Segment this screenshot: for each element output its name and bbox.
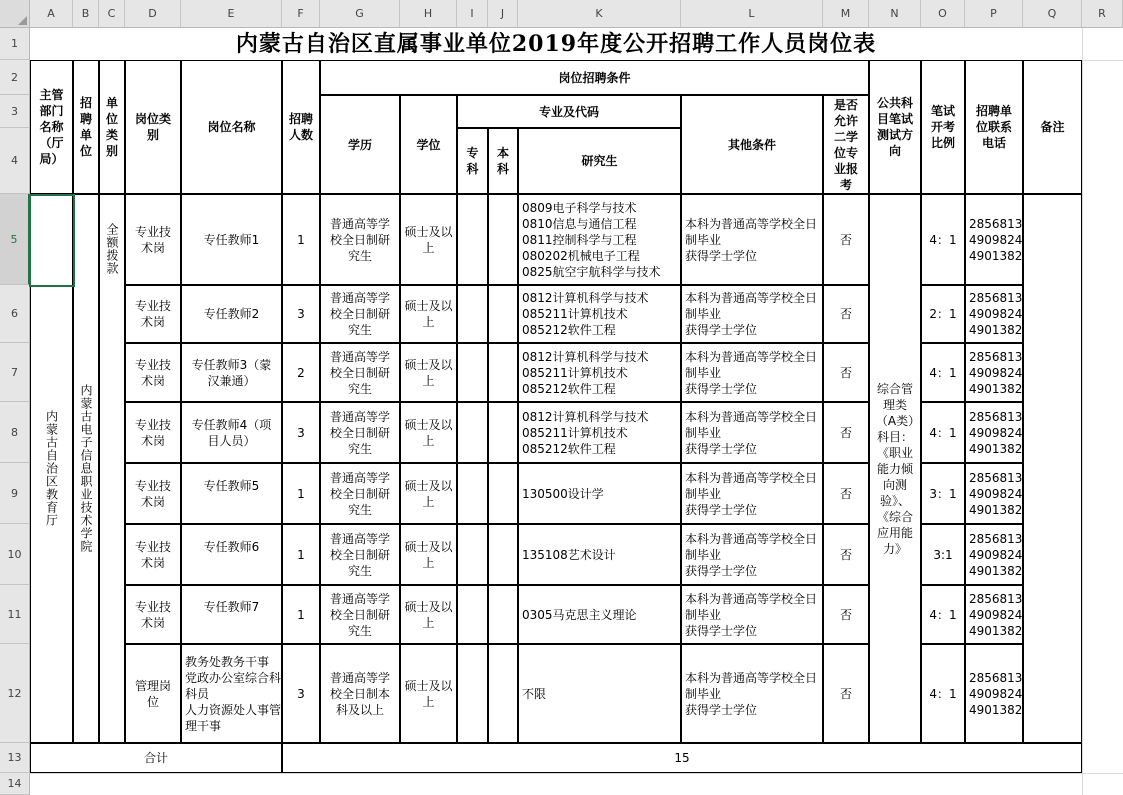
row6-count[interactable]: 1 — [282, 524, 320, 585]
row1-phone[interactable]: 2856813 4909824 4901382 — [965, 194, 1023, 285]
table-title[interactable]: 内蒙古自治区直属事业单位2019年度公开招聘工作人员岗位表 — [235, 31, 877, 57]
row8-second-degree[interactable]: 否 — [823, 644, 869, 743]
row-header-12[interactable]: 12 — [0, 644, 30, 743]
column-header-m[interactable]: M — [823, 0, 869, 28]
row8-phone[interactable]: 2856813 4909824 4901382 — [965, 644, 1023, 743]
row3-category[interactable]: 专业技术岗 — [125, 343, 181, 402]
unit-cell[interactable] — [73, 194, 99, 743]
column-header-p[interactable]: P — [965, 0, 1023, 28]
row8-count[interactable]: 3 — [282, 644, 320, 743]
row2-graduate-majors[interactable]: 0812计算机科学与技术 085211计算机技术 085212软件工程 — [518, 285, 681, 343]
row2-phone[interactable]: 2856813 4909824 4901382 — [965, 285, 1023, 343]
header-post-name[interactable]: 岗位名称 — [181, 60, 282, 194]
row1-education[interactable]: 普通高等学校全日制研究生 — [320, 194, 400, 285]
header-phone[interactable]: 招聘单位联系电话 — [965, 60, 1023, 194]
header-graduate[interactable]: 研究生 — [518, 128, 681, 194]
row5-ratio[interactable]: 3：1 — [921, 463, 965, 524]
row1-other[interactable]: 本科为普通高等学校全日制毕业 获得学士学位 — [681, 194, 823, 285]
row1-benke[interactable] — [488, 194, 518, 285]
unit-type-value: 全额拨款 — [105, 223, 119, 275]
row8-zhuanke[interactable] — [457, 644, 488, 743]
row3-other[interactable]: 本科为普通高等学校全日制毕业 获得学士学位 — [681, 343, 823, 402]
dept-value: 内蒙古自治区教育厅 — [44, 410, 59, 527]
row6-ratio[interactable]: 3:1 — [921, 524, 965, 585]
row8-ratio[interactable]: 4：1 — [921, 644, 965, 743]
column-header-j[interactable]: J — [488, 0, 518, 28]
row2-education[interactable]: 普通高等学校全日制研究生 — [320, 285, 400, 343]
column-header-o[interactable]: O — [921, 0, 965, 28]
header-exam[interactable]: 公共科目笔试测试方向 — [869, 60, 921, 194]
row4-ratio[interactable]: 4：1 — [921, 402, 965, 463]
column-header-e[interactable]: E — [181, 0, 282, 28]
row-header-3[interactable]: 3 — [0, 95, 30, 128]
header-education[interactable]: 学历 — [320, 95, 400, 194]
row8-post-name[interactable]: 教务处教务干事 党政办公室综合科科员 人力资源处人事管理干事 — [181, 644, 282, 743]
row8-education[interactable]: 普通高等学校全日制本科及以上 — [320, 644, 400, 743]
header-unit-type[interactable]: 单位类别 — [99, 60, 125, 194]
select-all-corner[interactable] — [0, 0, 30, 28]
row7-education[interactable]: 普通高等学校全日制研究生 — [320, 585, 400, 644]
row2-ratio[interactable]: 2：1 — [921, 285, 965, 343]
row2-benke[interactable] — [488, 285, 518, 343]
header-conditions[interactable]: 岗位招聘条件 — [320, 60, 869, 95]
row3-graduate-majors[interactable]: 0812计算机科学与技术 085211计算机技术 085212软件工程 — [518, 343, 681, 402]
header-benke[interactable]: 本科 — [488, 128, 518, 194]
row4-other[interactable]: 本科为普通高等学校全日制毕业 获得学士学位 — [681, 402, 823, 463]
row1-post-name[interactable]: 专任教师1 — [181, 194, 282, 285]
row5-category[interactable]: 专业技术岗 — [125, 463, 181, 524]
remark-cell[interactable] — [1023, 194, 1082, 743]
row7-benke[interactable] — [488, 585, 518, 644]
row-header-5[interactable]: 5 — [0, 194, 30, 285]
row4-zhuanke[interactable] — [457, 402, 488, 463]
row-header-6[interactable]: 6 — [0, 285, 30, 343]
row4-category[interactable]: 专业技术岗 — [125, 402, 181, 463]
column-header-b[interactable]: B — [73, 0, 99, 28]
header-count[interactable]: 招聘人数 — [282, 60, 320, 194]
unit-value: 内蒙古电子信息职业技术学院 — [79, 384, 93, 553]
row6-category[interactable]: 专业技术岗 — [125, 524, 181, 585]
row5-graduate-majors[interactable]: 130500设计学 — [518, 463, 681, 524]
row6-graduate-majors[interactable]: 135108艺术设计 — [518, 524, 681, 585]
row7-second-degree[interactable]: 否 — [823, 585, 869, 644]
row6-benke[interactable] — [488, 524, 518, 585]
row1-second-degree[interactable]: 否 — [823, 194, 869, 285]
row8-category[interactable]: 管理岗位 — [125, 644, 181, 743]
row2-count[interactable]: 3 — [282, 285, 320, 343]
row-header-8[interactable]: 8 — [0, 402, 30, 463]
row4-count[interactable]: 3 — [282, 402, 320, 463]
row3-benke[interactable] — [488, 343, 518, 402]
row-header-2[interactable]: 2 — [0, 60, 30, 95]
row1-zhuanke[interactable] — [457, 194, 488, 285]
row7-count[interactable]: 1 — [282, 585, 320, 644]
header-major[interactable]: 专业及代码 — [457, 95, 681, 128]
row2-category[interactable]: 专业技术岗 — [125, 285, 181, 343]
row2-post-name[interactable]: 专任教师2 — [181, 285, 282, 343]
row7-post-name[interactable]: 专任教师7 — [181, 585, 282, 644]
row7-zhuanke[interactable] — [457, 585, 488, 644]
row6-second-degree[interactable]: 否 — [823, 524, 869, 585]
row3-phone[interactable]: 2856813 4909824 4901382 — [965, 343, 1023, 402]
row-header-14[interactable]: 14 — [0, 773, 30, 795]
row-header-1[interactable]: 1 — [0, 28, 30, 60]
dept-cell[interactable] — [30, 194, 73, 743]
row5-zhuanke[interactable] — [457, 463, 488, 524]
row4-degree[interactable]: 硕士及以上 — [400, 402, 457, 463]
column-header-r[interactable]: R — [1082, 0, 1123, 28]
row7-graduate-majors[interactable]: 0305马克思主义理论 — [518, 585, 681, 644]
row1-graduate-majors[interactable]: 0809电子科学与技术 0810信息与通信工程 0811控制科学与工程 080202机械电子工程 0825航空宇航科学与技术 — [518, 194, 681, 285]
row8-graduate-majors[interactable]: 不限 — [518, 644, 681, 743]
row5-education[interactable]: 普通高等学校全日制研究生 — [320, 463, 400, 524]
select-all-triangle-icon — [18, 16, 27, 25]
row7-other[interactable]: 本科为普通高等学校全日制毕业 获得学士学位 — [681, 585, 823, 644]
row6-phone[interactable]: 2856813 4909824 4901382 — [965, 524, 1023, 585]
row3-ratio[interactable]: 4：1 — [921, 343, 965, 402]
unit-type-cell[interactable] — [99, 194, 125, 743]
total-label[interactable]: 合计 — [30, 743, 282, 773]
header-zhuanke[interactable]: 专科 — [457, 128, 488, 194]
row6-degree[interactable]: 硕士及以上 — [400, 524, 457, 585]
header-unit[interactable]: 招聘单位 — [73, 60, 99, 194]
header-post-category[interactable]: 岗位类别 — [125, 60, 181, 194]
header-ratio[interactable]: 笔试开考比例 — [921, 60, 965, 194]
row4-post-name[interactable]: 专任教师4（项目人员） — [181, 402, 282, 463]
row6-education[interactable]: 普通高等学校全日制研究生 — [320, 524, 400, 585]
row5-other[interactable]: 本科为普通高等学校全日制毕业 获得学士学位 — [681, 463, 823, 524]
column-header-h[interactable]: H — [400, 0, 457, 28]
column-header-d[interactable]: D — [125, 0, 181, 28]
row-header-9[interactable]: 9 — [0, 463, 30, 524]
row1-ratio[interactable]: 4：1 — [921, 194, 965, 285]
row5-phone[interactable]: 2856813 4909824 4901382 — [965, 463, 1023, 524]
row5-benke[interactable] — [488, 463, 518, 524]
row3-zhuanke[interactable] — [457, 343, 488, 402]
row4-education[interactable]: 普通高等学校全日制研究生 — [320, 402, 400, 463]
column-header-k[interactable]: K — [518, 0, 681, 28]
row3-degree[interactable]: 硕士及以上 — [400, 343, 457, 402]
header-other[interactable]: 其他条件 — [681, 95, 823, 194]
header-dept[interactable]: 主管部门名称（厅局） — [30, 60, 73, 194]
row-header-7[interactable]: 7 — [0, 343, 30, 402]
row4-phone[interactable]: 2856813 4909824 4901382 — [965, 402, 1023, 463]
column-header-g[interactable]: G — [320, 0, 400, 28]
row4-benke[interactable] — [488, 402, 518, 463]
row6-other[interactable]: 本科为普通高等学校全日制毕业 获得学士学位 — [681, 524, 823, 585]
row5-second-degree[interactable]: 否 — [823, 463, 869, 524]
column-header-c[interactable]: C — [99, 0, 125, 28]
total-value[interactable]: 15 — [282, 743, 1082, 773]
row4-second-degree[interactable]: 否 — [823, 402, 869, 463]
row7-degree[interactable]: 硕士及以上 — [400, 585, 457, 644]
header-second-degree[interactable]: 是否允许二学位专业报考 — [823, 95, 869, 194]
column-header-l[interactable]: L — [681, 0, 823, 28]
row8-benke[interactable] — [488, 644, 518, 743]
row7-phone[interactable]: 2856813 4909824 4901382 — [965, 585, 1023, 644]
column-header-a[interactable]: A — [30, 0, 73, 28]
row3-education[interactable]: 普通高等学校全日制研究生 — [320, 343, 400, 402]
row-header-10[interactable]: 10 — [0, 524, 30, 585]
row5-post-name[interactable]: 专任教师5 — [181, 463, 282, 524]
row5-count[interactable]: 1 — [282, 463, 320, 524]
row1-degree[interactable]: 硕士及以上 — [400, 194, 457, 285]
row3-count[interactable]: 2 — [282, 343, 320, 402]
row-header-13[interactable]: 13 — [0, 743, 30, 773]
header-degree[interactable]: 学位 — [400, 95, 457, 194]
row-header-11[interactable]: 11 — [0, 585, 30, 644]
gridline — [1082, 28, 1083, 795]
row2-second-degree[interactable]: 否 — [823, 285, 869, 343]
column-header-i[interactable]: I — [457, 0, 488, 28]
row2-other[interactable]: 本科为普通高等学校全日制毕业 获得学士学位 — [681, 285, 823, 343]
row-header-4[interactable]: 4 — [0, 128, 30, 194]
gridline — [30, 773, 1123, 774]
row6-zhuanke[interactable] — [457, 524, 488, 585]
row5-degree[interactable]: 硕士及以上 — [400, 463, 457, 524]
row8-degree[interactable]: 硕士及以上 — [400, 644, 457, 743]
row3-post-name[interactable]: 专任教师3（蒙汉兼通） — [181, 343, 282, 402]
row6-post-name[interactable]: 专任教师6 — [181, 524, 282, 585]
column-header-n[interactable]: N — [869, 0, 921, 28]
exam-cell[interactable]: 综合管理类（A类）科目：《职业能力倾向测验》、《综合应用能力》 — [869, 194, 921, 743]
header-remark[interactable]: 备注 — [1023, 60, 1082, 194]
column-header-q[interactable]: Q — [1023, 0, 1082, 28]
row2-degree[interactable]: 硕士及以上 — [400, 285, 457, 343]
row3-second-degree[interactable]: 否 — [823, 343, 869, 402]
row2-zhuanke[interactable] — [457, 285, 488, 343]
row7-category[interactable]: 专业技术岗 — [125, 585, 181, 644]
row1-count[interactable]: 1 — [282, 194, 320, 285]
row8-other[interactable]: 本科为普通高等学校全日制毕业 获得学士学位 — [681, 644, 823, 743]
column-header-f[interactable]: F — [282, 0, 320, 28]
row4-graduate-majors[interactable]: 0812计算机科学与技术 085211计算机技术 085212软件工程 — [518, 402, 681, 463]
row7-ratio[interactable]: 4：1 — [921, 585, 965, 644]
row1-category[interactable]: 专业技术岗 — [125, 194, 181, 285]
